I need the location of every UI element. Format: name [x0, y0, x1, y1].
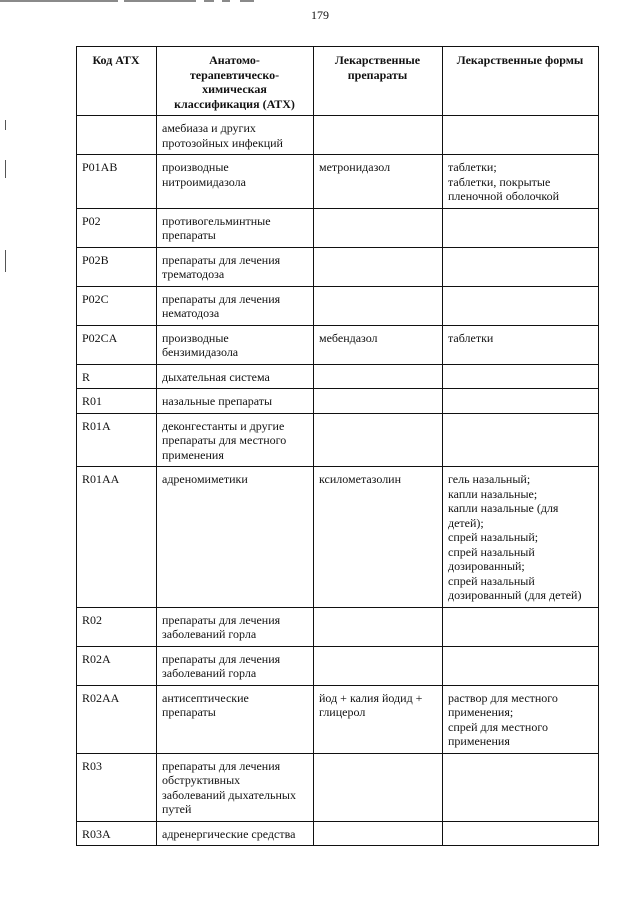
cell-drugs — [314, 116, 443, 155]
header-classification: Анатомо- терапевтическо- химическая классификация (АТХ) — [157, 47, 314, 116]
cell-forms — [443, 208, 599, 247]
table-row — [77, 389, 599, 414]
cell-forms — [443, 753, 599, 821]
page-number: 179 — [311, 8, 329, 22]
cell-forms — [443, 286, 599, 325]
cell-forms: гель назальный; капли назальные; капли назальные (для детей); спрей назальный; спрей назальный дозированный; спрей назальный дозированный (для детей) — [443, 467, 599, 608]
cell-forms: таблетки; таблетки, покрытые пленочной оболочкой — [443, 155, 599, 209]
cell-classification: препараты для лечения заболеваний горла — [157, 646, 314, 685]
cell-drugs — [314, 646, 443, 685]
cell-drugs: ксилометазолин — [314, 467, 443, 608]
cell-classification: препараты для лечения нематодоза — [157, 286, 314, 325]
cell-classification: производные бензимидазола — [157, 325, 314, 364]
cell-classification: производные нитроимидазола — [157, 155, 314, 209]
cell-drugs — [314, 607, 443, 646]
cell-classification: деконгестанты и другие препараты для местного применения — [157, 413, 314, 467]
scan-artifact-line — [0, 0, 260, 3]
cell-forms — [443, 821, 599, 846]
cell-code: R03 — [77, 753, 157, 821]
cell-drugs — [314, 247, 443, 286]
cell-code: P02C — [77, 286, 157, 325]
cell-forms — [443, 413, 599, 467]
table-row — [77, 247, 599, 286]
cell-code: R01 — [77, 389, 157, 414]
cell-forms — [443, 247, 599, 286]
cell-classification: препараты для лечения заболеваний горла — [157, 607, 314, 646]
table-row — [77, 116, 599, 155]
cell-classification: адренергические средства — [157, 821, 314, 846]
cell-drugs: метронидазол — [314, 155, 443, 209]
cell-forms — [443, 116, 599, 155]
table-body — [77, 116, 599, 846]
cell-classification: противогельминтные препараты — [157, 208, 314, 247]
cell-classification: антисептические препараты — [157, 685, 314, 753]
header-forms: Лекарственные формы — [443, 47, 599, 116]
table-row — [77, 685, 599, 753]
cell-forms — [443, 389, 599, 414]
cell-code: P02 — [77, 208, 157, 247]
cell-drugs — [314, 389, 443, 414]
cell-forms — [443, 364, 599, 389]
cell-code: P01AB — [77, 155, 157, 209]
cell-code: R02A — [77, 646, 157, 685]
cell-code: R01A — [77, 413, 157, 467]
cell-code: R02 — [77, 607, 157, 646]
table-row — [77, 325, 599, 364]
cell-code: R03A — [77, 821, 157, 846]
cell-forms: таблетки — [443, 325, 599, 364]
scan-margin-mark — [5, 250, 6, 272]
cell-forms: раствор для местного применения; спрей для местного применения — [443, 685, 599, 753]
table-row — [77, 364, 599, 389]
cell-classification: препараты для лечения трематодоза — [157, 247, 314, 286]
cell-drugs — [314, 364, 443, 389]
header-drugs: Лекарственные препараты — [314, 47, 443, 116]
cell-code: P02B — [77, 247, 157, 286]
cell-classification: назальные препараты — [157, 389, 314, 414]
cell-code — [77, 116, 157, 155]
cell-classification: адреномиметики — [157, 467, 314, 608]
table-row — [77, 208, 599, 247]
cell-code: R — [77, 364, 157, 389]
table-row — [77, 155, 599, 209]
cell-drugs — [314, 286, 443, 325]
table-row — [77, 607, 599, 646]
cell-drugs: йод + калия йодид + глицерол — [314, 685, 443, 753]
header-code: Код АТХ — [77, 47, 157, 116]
cell-drugs — [314, 753, 443, 821]
scan-margin-mark — [5, 160, 6, 178]
table-header-row — [77, 47, 599, 116]
cell-drugs: мебендазол — [314, 325, 443, 364]
atc-table — [76, 46, 599, 846]
table-row — [77, 413, 599, 467]
scan-margin-mark — [5, 120, 6, 130]
cell-classification: дыхательная система — [157, 364, 314, 389]
table-row — [77, 286, 599, 325]
cell-code: P02CA — [77, 325, 157, 364]
cell-code: R02AA — [77, 685, 157, 753]
table-row — [77, 646, 599, 685]
table-row — [77, 821, 599, 846]
cell-classification: препараты для лечения обструктивных заболеваний дыхательных путей — [157, 753, 314, 821]
cell-drugs — [314, 208, 443, 247]
table-row — [77, 467, 599, 608]
cell-forms — [443, 607, 599, 646]
cell-classification: амебиаза и других протозойных инфекций — [157, 116, 314, 155]
cell-drugs — [314, 821, 443, 846]
cell-code: R01AA — [77, 467, 157, 608]
cell-forms — [443, 646, 599, 685]
cell-drugs — [314, 413, 443, 467]
table-row — [77, 753, 599, 821]
